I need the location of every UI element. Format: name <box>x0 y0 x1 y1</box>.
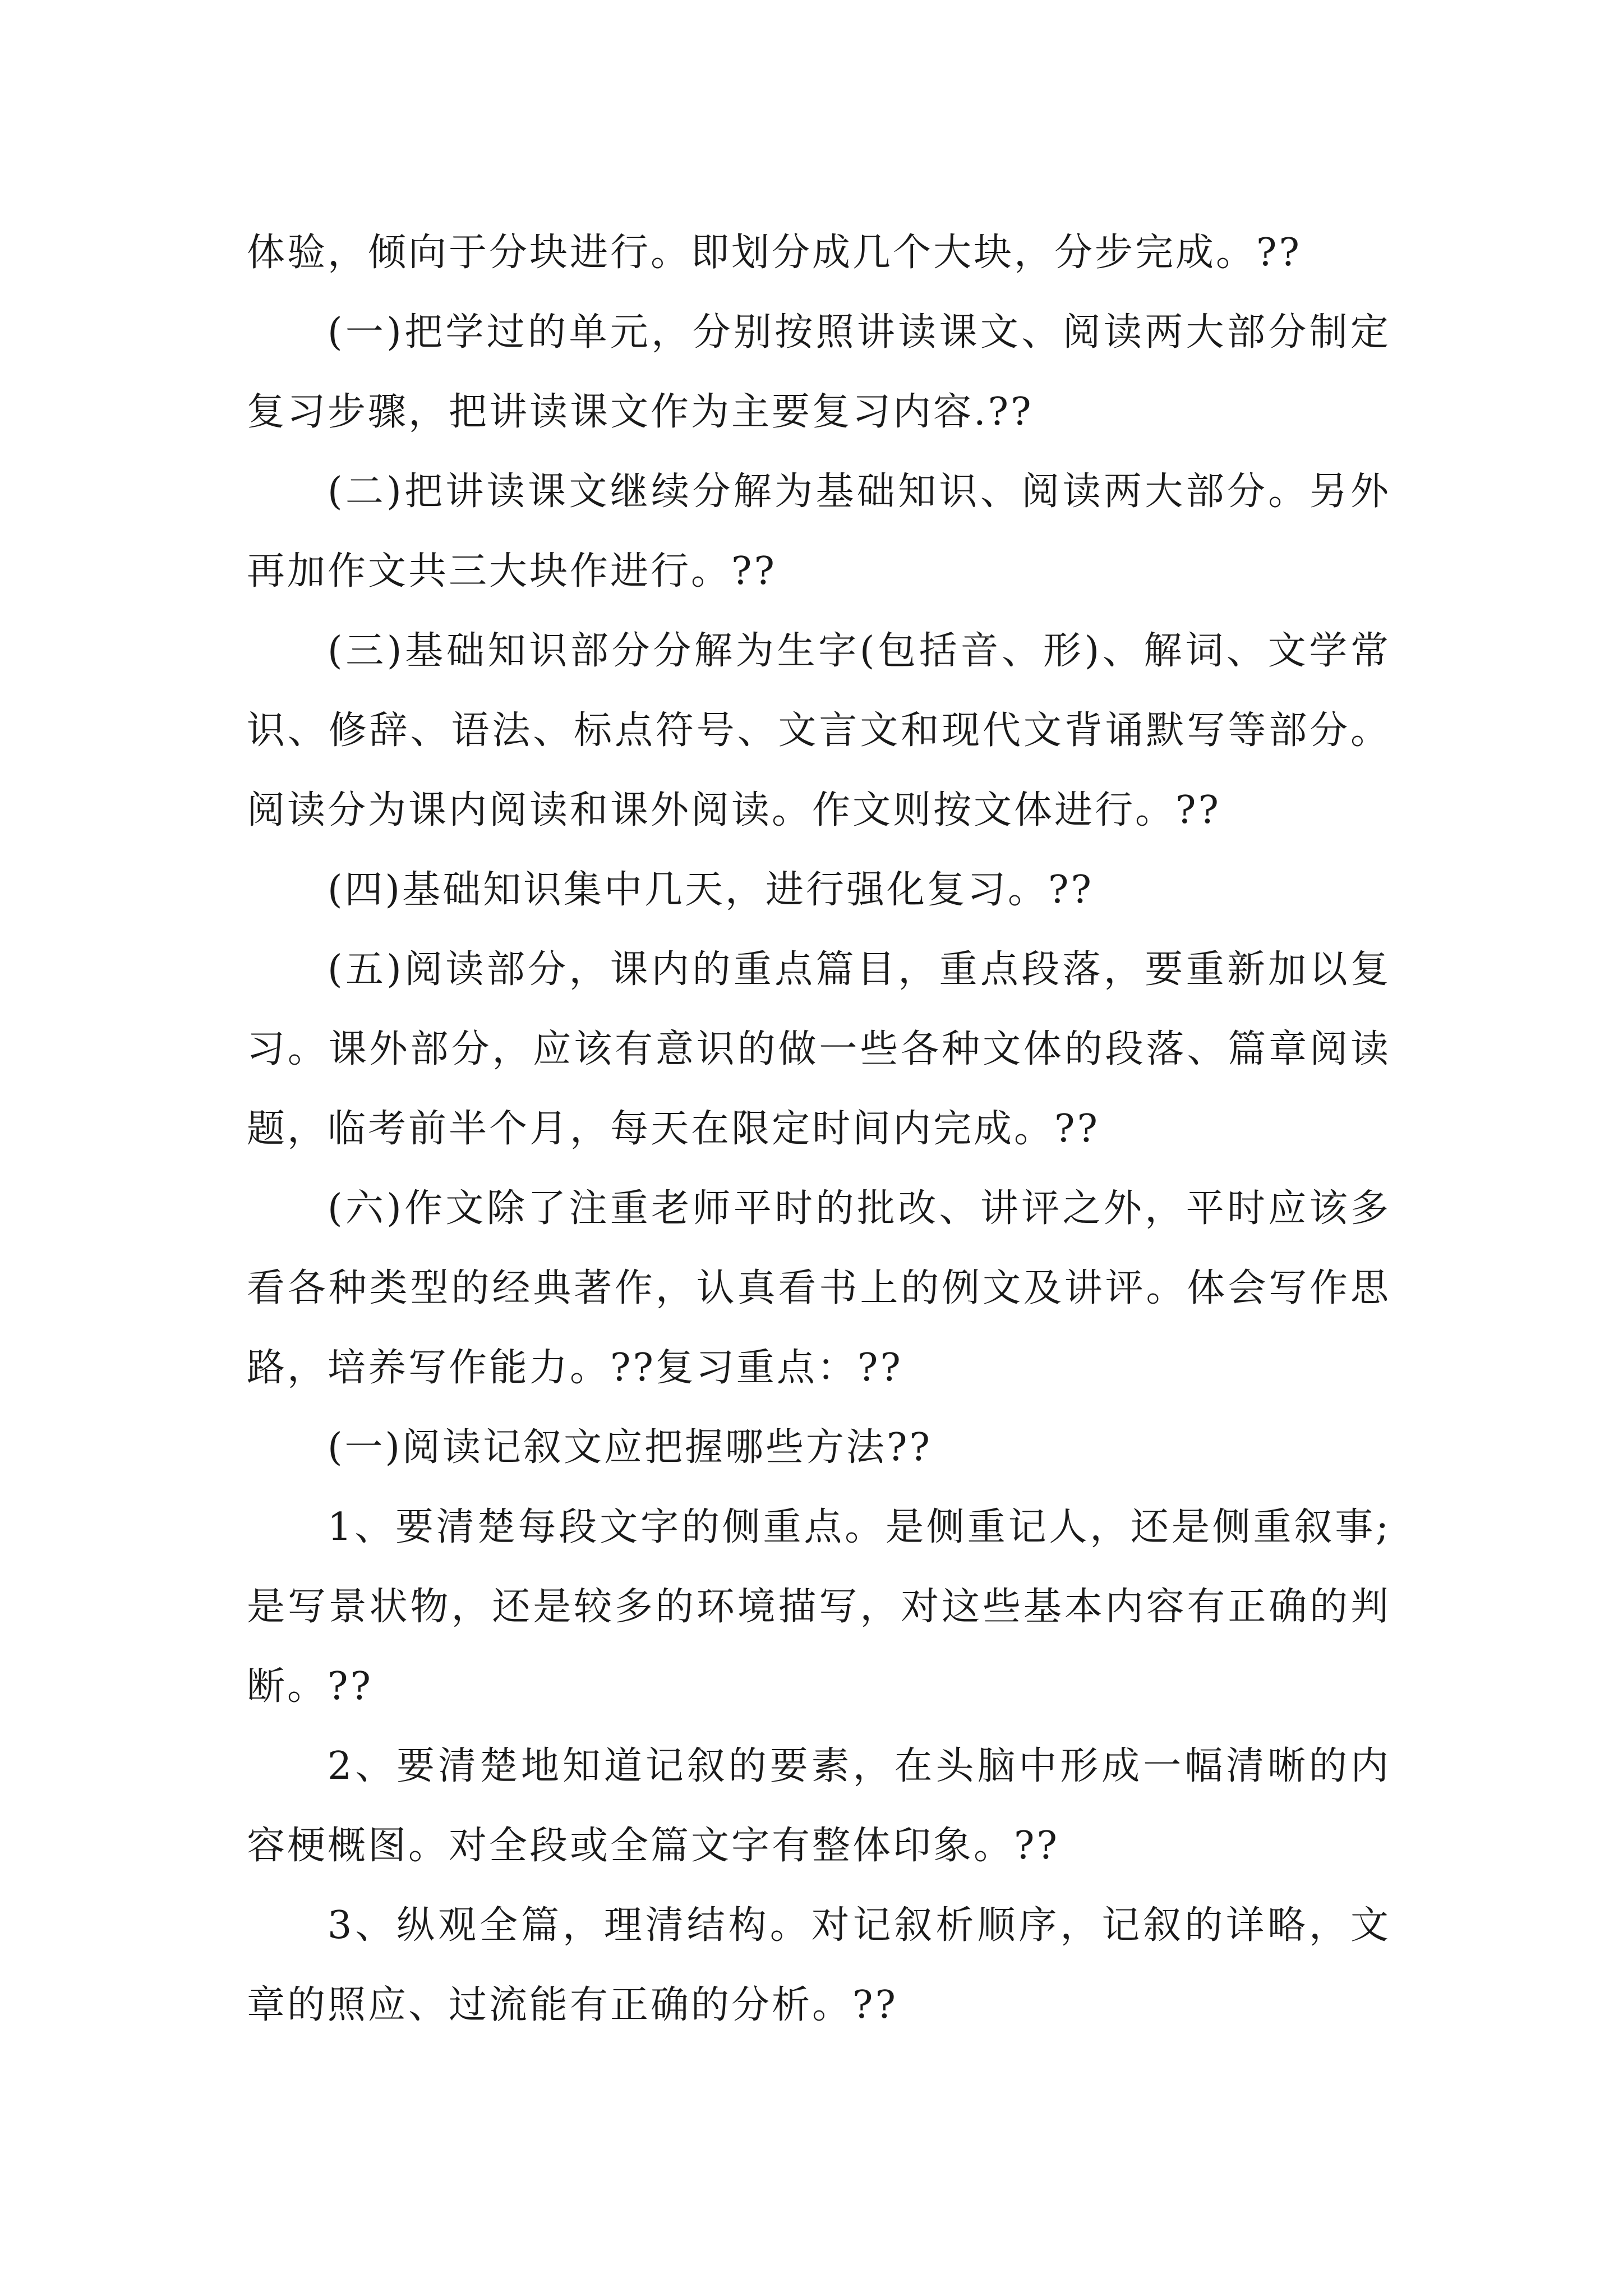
paragraph-10: 2、要清楚地知道记叙的要素，在头脑中形成一幅清晰的内容梗概图。对全段或全篇文字有整体印象。?? <box>247 1744 1391 1868</box>
document-body <box>247 213 1391 2045</box>
paragraph-4: (三)基础知识部分分解为生字(包括音、形)、解词、文学常识、修辞、语法、标点符号、文言文和现代文背诵默写等部分。阅读分为课内阅读和课外阅读。作文则按文体进行。?? <box>247 629 1391 832</box>
paragraph-11: 3、纵观全篇，理清结构。对记叙析顺序，记叙的详略，文章的照应、过流能有正确的分析。?? <box>247 1903 1391 2027</box>
paragraph-6: (五)阅读部分，课内的重点篇目，重点段落，要重新加以复习。课外部分，应该有意识的做一些各种文体的段落、篇章阅读题，临考前半个月，每天在限定时间内完成。?? <box>247 947 1391 1151</box>
paragraph-7: (六)作文除了注重老师平时的批改、讲评之外，平时应该多看各种类型的经典著作，认真看书上的例文及讲评。体会写作思路，培养写作能力。??复习重点：?? <box>247 1186 1391 1390</box>
paragraph-5: (四)基础知识集中几天，进行强化复习。?? <box>328 868 1094 912</box>
paragraph-9: 1、要清楚每段文字的侧重点。是侧重记人，还是侧重叙事;是写景状物，还是较多的环境描写，对这些基本内容有正确的判断。?? <box>247 1505 1391 1709</box>
paragraph-8: (一)阅读记叙文应把握哪些方法?? <box>328 1425 932 1470</box>
paragraph-2: (一)把学过的单元，分别按照讲读课文、阅读两大部分制定复习步骤，把讲读课文作为主要复习内容.?? <box>247 310 1391 434</box>
paragraph-1: 体验，倾向于分块进行。即划分成几个大块，分步完成。?? <box>247 231 1302 275</box>
paragraph-3: (二)把讲读课文继续分解为基础知识、阅读两大部分。另外再加作文共三大块作进行。?? <box>247 470 1391 593</box>
